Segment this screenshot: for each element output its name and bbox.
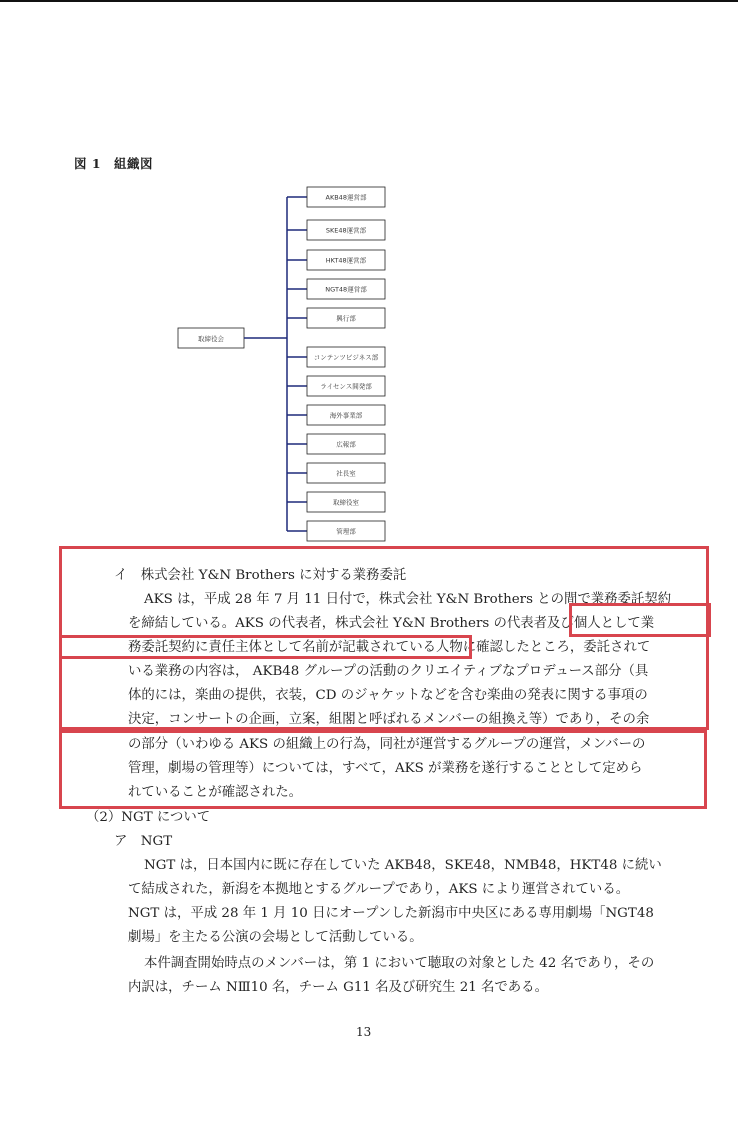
department-label: 興行部: [336, 314, 356, 323]
text-line: イ 株式会社 Y&N Brothers に対する業務委託: [114, 568, 407, 583]
text-line: 体的には，楽曲の提供，衣装，CD のジャケットなどを含む楽曲の発表に関する事項の: [128, 688, 648, 703]
figure-title: 図 1 組織図: [74, 156, 154, 171]
text-line: AKS は，平成 28 年 7 月 11 日付で，株式会社 Y&N Brothers との間で業務委託契約: [144, 592, 672, 607]
text-line: れていることが確認された。: [128, 785, 303, 800]
page-number: 13: [356, 1025, 372, 1039]
text-line: 決定，コンサートの企画，立案，組閣と呼ばれるメンバーの組換え等）であり，その余: [128, 712, 650, 727]
text-line: 管理，劇場の管理等）については，すべて，AKS が業務を遂行することとして定めら: [128, 761, 643, 776]
department-label: 社長室: [336, 469, 356, 478]
text-line: の部分（いわゆる AKS の組織上の行為，同社が運営するグループの運営，メンバーの: [128, 737, 646, 752]
department-label: コンテンツビジネス部: [313, 353, 379, 362]
department-label: ライセンス開発部: [320, 382, 372, 391]
text-line: 劇場」を主たる公演の会場として活動している。: [128, 930, 423, 945]
text-line: 務委託契約に責任主体として名前が記載されている人物に確認したところ，委託されて: [128, 640, 651, 655]
department-label: AKB48運営部: [325, 193, 367, 202]
text-line: 内訳は，チーム NⅢ10 名，チーム G11 名及び研究生 21 名である。: [128, 980, 548, 995]
department-label: 管理部: [336, 527, 356, 536]
department-label: 取締役室: [333, 498, 359, 507]
department-label: NGT48運営部: [325, 285, 367, 294]
department-label: HKT48運営部: [325, 256, 367, 265]
department-label: 海外事業部: [329, 411, 363, 420]
department-label: 広報部: [336, 440, 356, 449]
text-line: NGT は，日本国内に既に存在していた AKB48，SKE48，NMB48，HKT48 に続い: [144, 858, 662, 873]
department-label: SKE48運営部: [325, 226, 367, 235]
text-line: を締結している。AKS の代表者，株式会社 Y&N Brothers の代表者及び個人として業: [128, 616, 655, 631]
text-line: て結成された，新潟を本拠地とするグループであり，AKS により運営されている。: [128, 882, 630, 897]
text-line: いる業務の内容は， AKB48 グループの活動のクリエイティブなプロデュース部分（具: [128, 664, 649, 679]
subsection-heading: ア NGT: [114, 834, 173, 849]
text-line: 本件調査開始時点のメンバーは，第 1 において聴取の対象とした 42 名であり，その: [144, 956, 655, 971]
section-heading: （2）NGT について: [86, 810, 211, 825]
text-line: NGT は，平成 28 年 1 月 10 日にオープンした新潟市中央区にある専用劇場「NGT48: [128, 906, 654, 921]
org-chart: [0, 0, 738, 560]
root-box-label: 取締役会: [198, 335, 224, 343]
